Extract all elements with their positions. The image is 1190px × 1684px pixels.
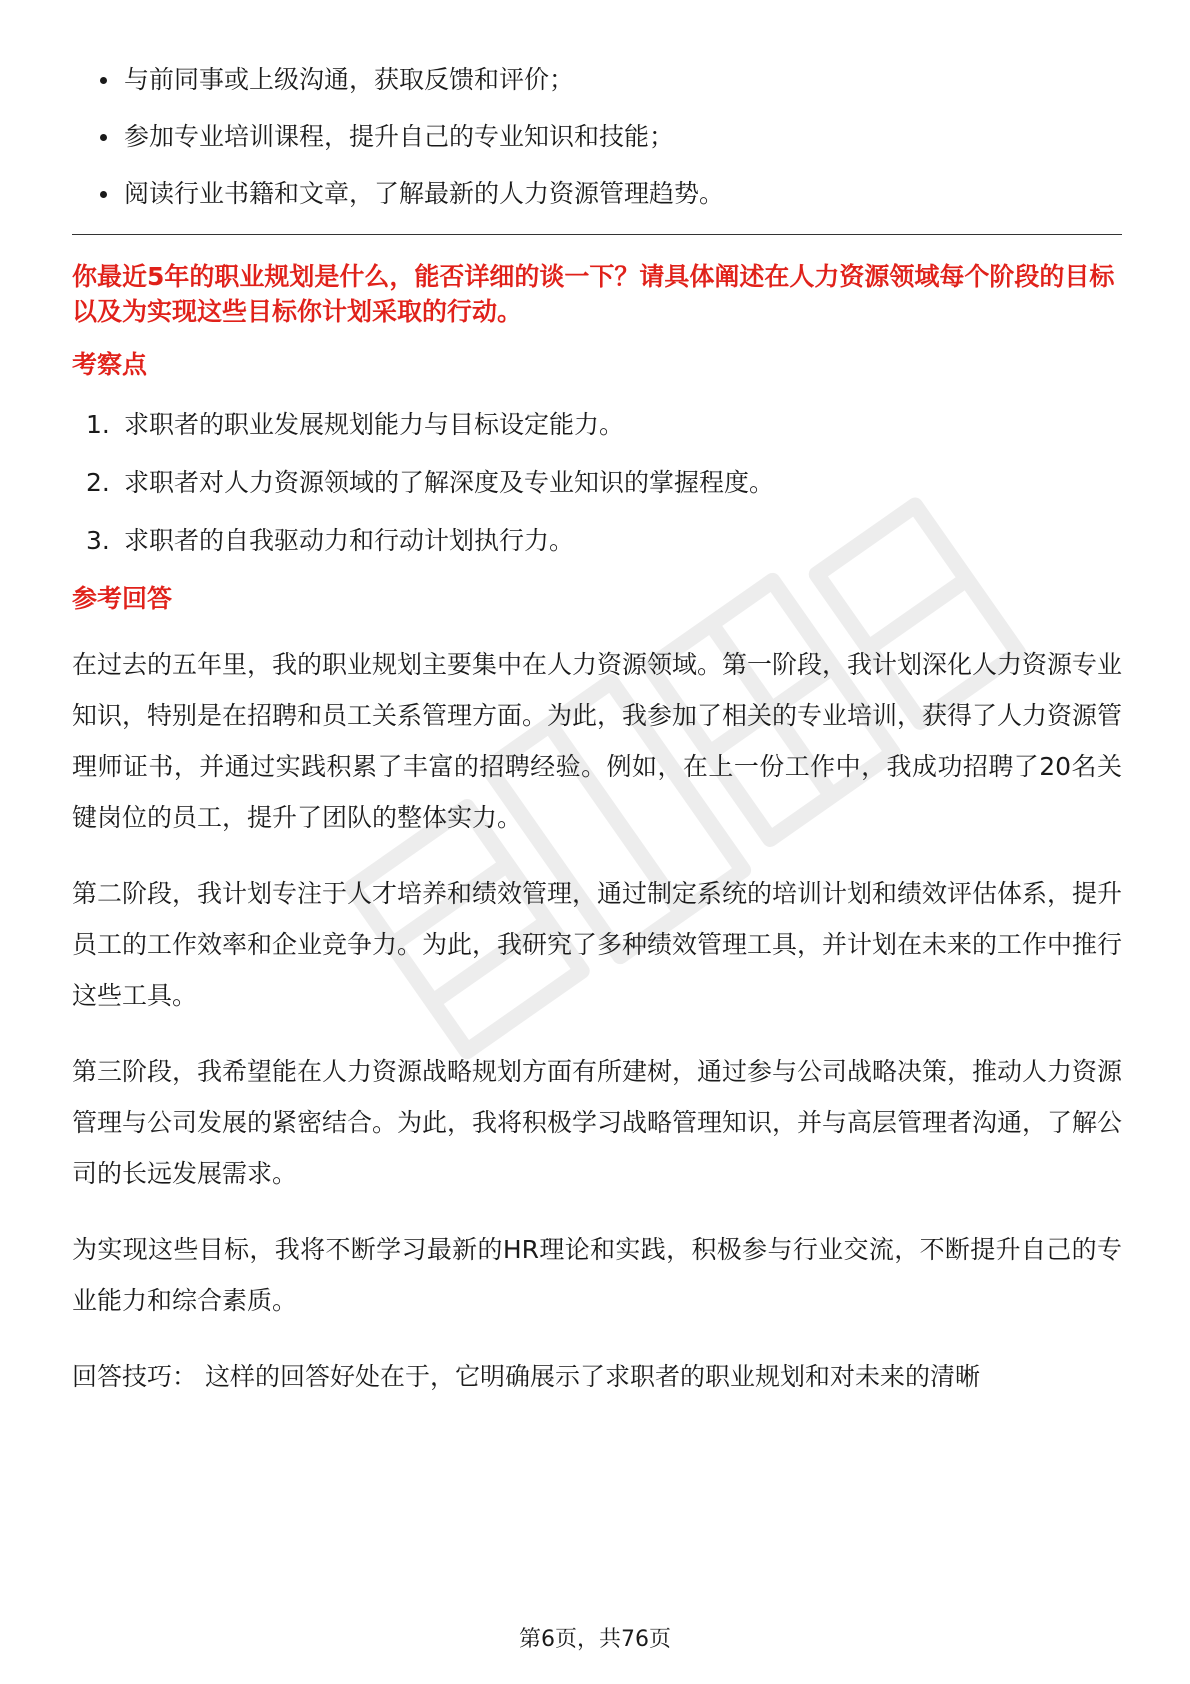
list-item-text: 求职者的职业发展规划能力与目标设定能力。: [124, 410, 625, 439]
list-item: [72, 176, 1122, 212]
list-number: 1.: [86, 410, 110, 439]
focus-heading: 考察点: [72, 350, 148, 379]
action-bullet-list: [72, 62, 1122, 212]
bullet-dot-icon: [100, 191, 107, 198]
list-item-text: 参加专业培训课程，提升自己的专业知识和技能；: [124, 122, 675, 151]
answer-paragraph: 为实现这些目标，我将不断学习最新的HR理论和实践，积极参与行业交流，不断提升自己的专业能力和综合素质。: [72, 1235, 1122, 1315]
bullet-dot-icon: [100, 77, 107, 84]
list-item: [72, 465, 1122, 501]
answer-paragraph: 第三阶段，我希望能在人力资源战略规划方面有所建树，通过参与公司战略决策，推动人力资源管理与公司发展的紧密结合。为此，我将积极学习战略管理知识，并与高层管理者沟通，了解公司的长远发展需求。: [72, 1057, 1123, 1188]
answer-heading: 参考回答: [72, 584, 173, 613]
answer-paragraph: 第二阶段，我计划专注于人才培养和绩效管理，通过制定系统的培训计划和绩效评估体系，提升员工的工作效率和企业竞争力。为此，我研究了多种绩效管理工具，并计划在未来的工作中推行这些工具。: [72, 879, 1123, 1010]
list-item: [72, 62, 1122, 98]
page-footer: 第6页，共76页: [519, 1627, 671, 1652]
answer-tip-paragraph: 回答技巧： 这样的回答好处在于，它明确展示了求职者的职业规划和对未来的清晰: [72, 1362, 980, 1391]
list-number: 2.: [86, 468, 110, 497]
main-content: [72, 62, 1122, 1427]
list-item-text: 求职者的自我驱动力和行动计划执行力。: [124, 526, 575, 555]
list-number: 3.: [86, 526, 110, 555]
bullet-dot-icon: [100, 134, 107, 141]
list-item-text: 求职者对人力资源领域的了解深度及专业知识的掌握程度。: [124, 468, 775, 497]
list-item-text: 与前同事或上级沟通，获取反馈和评价；: [124, 65, 575, 94]
list-item: [72, 407, 1122, 443]
list-item: [72, 523, 1122, 559]
list-item: [72, 119, 1122, 155]
answer-paragraph: 在过去的五年里，我的职业规划主要集中在人力资源领域。第一阶段，我计划深化人力资源专业知识，特别是在招聘和员工关系管理方面。为此，我参加了相关的专业培训，获得了人力资源管理师证书，并通过实践积累了丰富的招聘经验。例如，在上一份工作中，我成功招聘了20名关键岗位的员工，提升了团队的整体实力。: [72, 650, 1123, 832]
section-divider: [72, 234, 1122, 235]
focus-point-list: [72, 407, 1122, 559]
list-item-text: 阅读行业书籍和文章，了解最新的人力资源管理趋势。: [124, 179, 725, 208]
interview-question: 你最近5年的职业规划是什么，能否详细的谈一下？请具体阐述在人力资源领域每个阶段的目标以及为实现这些目标你计划采取的行动。: [72, 262, 1115, 326]
